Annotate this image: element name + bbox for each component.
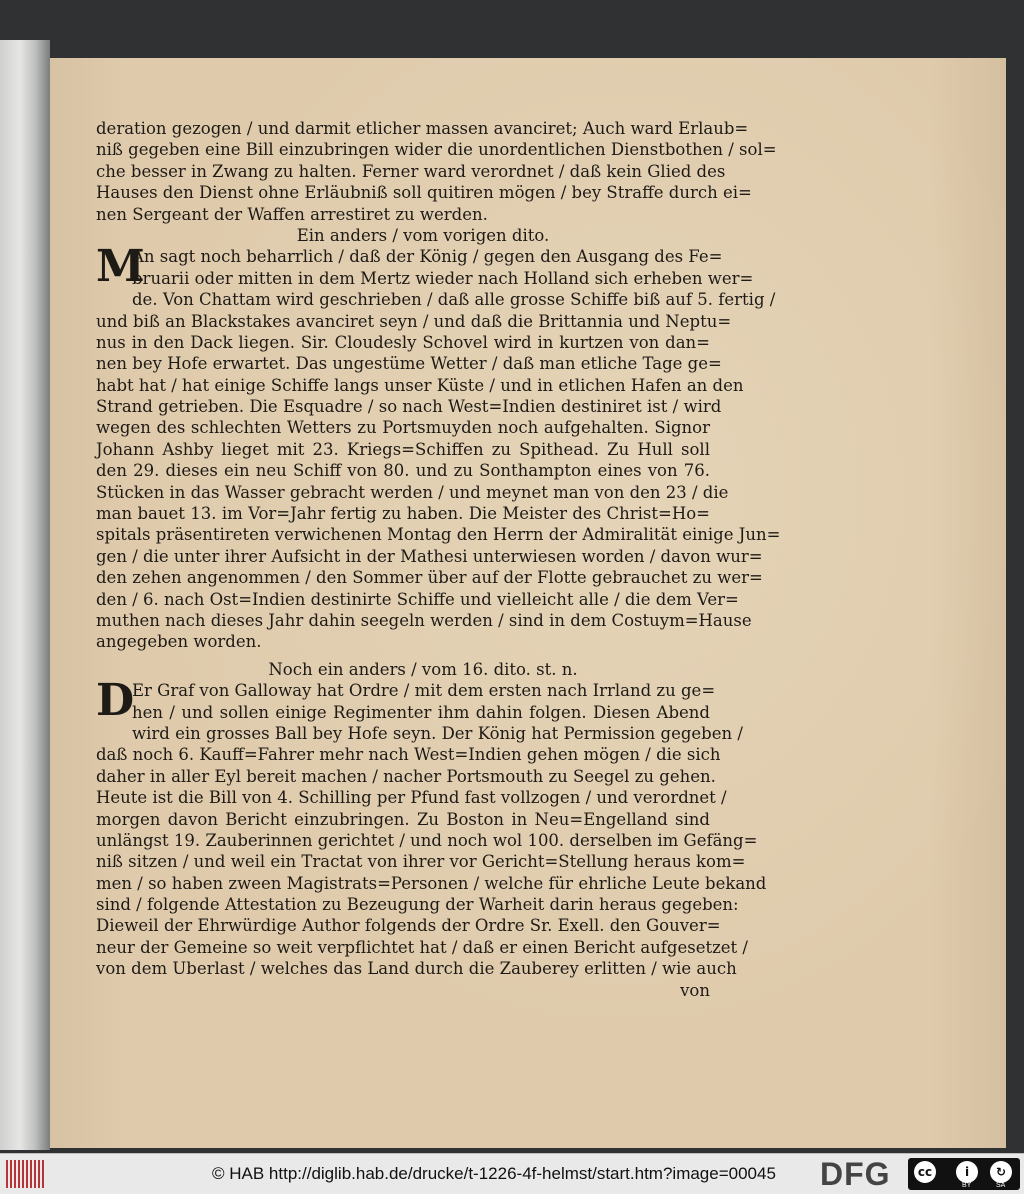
text-line: Strand getrieben. Die Esquadre / so nach West=Indien destiniret ist / wird [96,397,722,417]
text-line: und biß an Blackstakes avanciret seyn / und daß die Brittannia und Neptu= [96,311,732,331]
dfg-logo: DFG [820,1156,891,1192]
heading-1: Ein anders / vom vorigen dito. [296,225,550,245]
text-line: Johann Ashby lieget mit 23. Kriegs=Schiffen zu Spithead. Zu Hull soll [96,439,710,459]
text-line: Heute ist die Bill von 4. Schilling per Pfund fast vollzogen / und verordnet / [96,788,727,808]
text-line: Dieweil der Ehrwürdige Author folgends der Ordre Sr. Exell. den Gouver= [96,916,721,936]
text-line: morgen davon Bericht einzubringen. Zu Boston in Neu=Engelland sind [96,809,710,829]
text-line: man bauet 13. im Vor=Jahr fertig zu haben. Die Meister des Christ=Ho= [96,504,710,524]
share-alike-icon: ↻ [990,1161,1012,1183]
paragraph-3 [96,675,767,979]
text-line: hen / und sollen einige Regimenter ihm dahin folgen. Diesen Abend [132,702,710,722]
text-line: An sagt noch beharrlich / daß der König / gegen den Ausgang des Fe= [132,247,723,267]
text-line: niß gegeben eine Bill einzubringen wider die unordentlichen Dienstbothen / sol= [96,140,777,160]
text-line: den zehen angenommen / den Sommer über auf der Flotte gebrauchet zu wer= [96,568,763,588]
library-logo-icon [6,1160,46,1188]
text-line: sind / folgende Attestation zu Bezeugung der Warheit darin heraus gegeben: [96,895,739,915]
text-line: nen Sergeant der Waffen arrestiret zu werden. [96,204,488,224]
drop-initial-d: D [96,675,135,727]
text-line: daher in aller Eyl bereit machen / nacher Portsmouth zu Seegel zu gehen. [96,766,716,786]
text-line: von dem Uberlast / welches das Land durch die Zauberey erlitten / wie auch [96,959,737,979]
text-line: unlängst 19. Zauberinnen gerichtet / und noch wol 100. derselben im Gefäng= [96,830,758,850]
text-line: nen bey Hofe erwartet. Das ungestüme Wetter / daß man etliche Tage ge= [96,354,722,374]
text-line: neur der Gemeine so weit verpflichtet hat / daß er einen Bericht aufgesetzet / [96,937,748,957]
heading-2: Noch ein anders / vom 16. dito. st. n. [268,659,578,679]
text-line: Stücken in das Wasser gebracht werden / und meynet man von den 23 / die [96,482,729,502]
cc-license-badge[interactable] [908,1158,1020,1190]
viewer-footer [0,1153,1024,1194]
text-line: Er Graf von Galloway hat Ordre / mit dem ersten nach Irrland zu ge= [132,681,716,701]
text-line: habt hat / hat einige Schiffe langs unser Küste / und in etlichen Hafen an den [96,375,744,395]
text-line: daß noch 6. Kauff=Fahrer mehr nach West=Indien gehen mögen / die sich [96,745,721,765]
text-line: che besser in Zwang zu halten. Ferner ward verordnet / daß kein Glied des [96,161,726,181]
page-text [96,118,781,1001]
text-line: bruarii oder mitten in dem Mertz wieder nach Holland sich erheben wer= [132,268,754,288]
attribution-person-icon: i [956,1161,978,1183]
attribution-link[interactable]: © HAB http://diglib.hab.de/drucke/t-1226-4f-helmst/start.htm?image=00045 [212,1164,776,1183]
text-line: spitals präsentireten verwichenen Montag den Herrn der Admiralität einige Jun= [96,525,781,545]
text-line: niß sitzen / und weil ein Tractat von ihrer vor Gericht=Stellung heraus kom= [96,852,746,872]
text-line: gen / die unter ihrer Aufsicht in der Mathesi unterwiesen worden / davon wur= [96,546,763,566]
text-line: angegeben worden. [96,632,262,652]
text-line: wegen des schlechten Wetters zu Portsmuyden noch aufgehalten. Signor [96,418,710,438]
text-line: den 29. dieses ein neu Schiff von 80. und zu Sonthampton eines von 76. [96,461,710,481]
left-page-edge [0,40,50,1150]
license-label-by: BY [962,1182,972,1189]
paragraph-2 [96,241,781,652]
drop-initial-m: M [96,241,145,293]
text-line: Hauses den Dienst ohne Erläubniß soll quitiren mögen / bey Straffe durch ei= [96,183,752,203]
license-label-sa: SA [996,1182,1006,1189]
cc-icon: cc [914,1161,936,1183]
text-line: wird ein grosses Ball bey Hofe seyn. Der König hat Permission gegeben / [132,723,743,743]
catchword: von [680,980,710,1000]
text-line: muthen nach dieses Jahr dahin seegeln werden / sind in dem Costuym=Hause [96,610,752,630]
text-line: de. Von Chattam wird geschrieben / daß alle grosse Schiffe biß auf 5. fertig / [132,290,776,310]
text-line: nus in den Dack liegen. Sir. Cloudesly Schovel wird in kurtzen von dan= [96,332,710,352]
text-line: den / 6. nach Ost=Indien destinirte Schiffe und vielleicht alle / die dem Ver= [96,589,739,609]
text-line: deration gezogen / und darmit etlicher massen avanciret; Auch ward Erlaub= [96,119,749,138]
text-line: men / so haben zween Magistrats=Personen / welche für ehrliche Leute bekand [96,873,767,893]
paragraph-1 [96,118,777,225]
